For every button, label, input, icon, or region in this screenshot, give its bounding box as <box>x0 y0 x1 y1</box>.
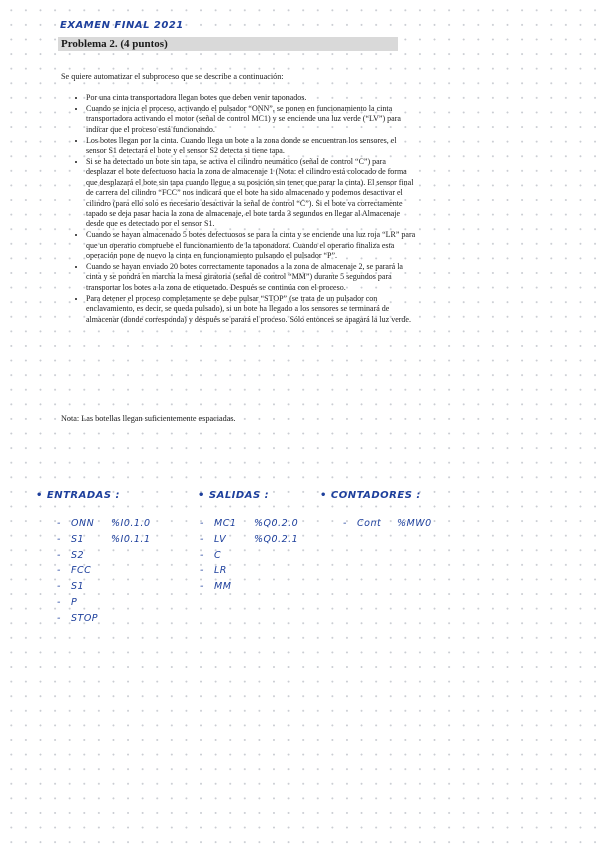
intro-text: Se quiere automatizar el subproceso que se describe a continuación: <box>61 72 284 81</box>
list-item: • Cuando se hayan almacenado 5 botes defectuosos se para la cinta y se enciende una luz roja “LR” para que un operario compruebe el funcionamiento de la taponadora. Cuando el operario finaliza esta operación pone de nuevo la cinta en funcionamiento pulsando el pulsador “P”. <box>86 230 416 261</box>
list-item: • Cuando se inicia el proceso, activando el pulsador “ONN”, se ponen en funcionamiento la cinta transportadora activando el motor (señal de control MC1) y se enciende una luz verde (“LV”) para indicar que el proceso está funcionando. <box>86 104 416 135</box>
list-item: • Para detener el proceso completamente se debe pulsar “STOP” (se trata de un pulsador con enclavamiento, es decir, se queda pulsado), si un bote ha llegado a los sensores se terminará de almacenar (donde corresponda) y después se parará el proceso. Sólo entonces se apagará la luz verde. <box>86 294 416 325</box>
salida-item: - LV %Q0.2.1 <box>200 533 299 545</box>
contadores-heading: • CONTADORES : <box>320 490 421 501</box>
salida-item: - MC1 %Q0.2.0 <box>200 518 299 529</box>
entrada-item: - ONN %I0.1.0 <box>57 518 151 529</box>
requirements-list <box>70 93 416 325</box>
contador-item: - Cont %MW0 <box>343 518 432 529</box>
entradas-heading: • ENTRADAS : <box>36 490 121 501</box>
entrada-item: - P <box>57 596 78 608</box>
entrada-item: - FCC <box>57 565 92 577</box>
entrada-item: - S2 <box>57 549 85 561</box>
note-text: Nota: Las botellas llegan suficientemente espaciadas. <box>61 414 236 423</box>
problem-title: Problema 2. (4 puntos) <box>61 38 168 50</box>
list-item: • Los botes llegan por la cinta. Cuando llega un bote a la zona donde se encuentran los sensores, el sensor S1 detectará el bote y el sensor S2 detecta si tiene tapa. <box>86 136 416 157</box>
exam-title: EXAMEN FINAL 2021 <box>60 20 184 31</box>
salidas-heading: • SALIDAS : <box>198 490 270 501</box>
salida-item: - C <box>200 549 222 561</box>
entrada-item: - STOP <box>57 612 99 624</box>
entrada-item: - S1 %I0.1.1 <box>57 533 151 545</box>
salida-item: - MM <box>200 581 232 593</box>
entradas-list <box>57 516 151 627</box>
entrada-item: - S1 <box>57 581 85 593</box>
salida-item: - LR <box>200 565 227 577</box>
list-item: • Por una cinta transportadora llegan botes que deben venir taponados. <box>86 93 416 103</box>
list-item: • Cuando se hayan enviado 20 botes correctamente taponados a la zona de almacenaje 2, se parará la cinta y se pondrá en marcha la mesa giratoria (señal de control “MM”) durante 5 segundos para transportar los botes a la zona de etiquetado. Después se continúa con el proceso. <box>86 262 416 293</box>
contadores-list <box>343 516 432 532</box>
list-item: • Si se ha detectado un bote sin tapa, se activa el cilindro neumático (señal de control “C”) para desplazar el bote defectuoso hacia la zona de almacenaje 1 (Nota: el cilindro está colocado de forma que desplazará el bote sin tapa cuando llegue a su posición sin tener que parar la cinta). El sensor final de carrera del cilindro “FCC” nos indicará que el bote ha sido almacenado y podemos desactivar el cilindro (para ello solo es necesario desactivar la señal de control “C”). Si el bote va correctamente tapado se deja pasar hacia la zona de almacenaje, el bote tarda 3 segundos en llegar al Almacenaje desde que es detectado por el sensor S1. <box>86 157 416 230</box>
salidas-list <box>200 516 298 595</box>
